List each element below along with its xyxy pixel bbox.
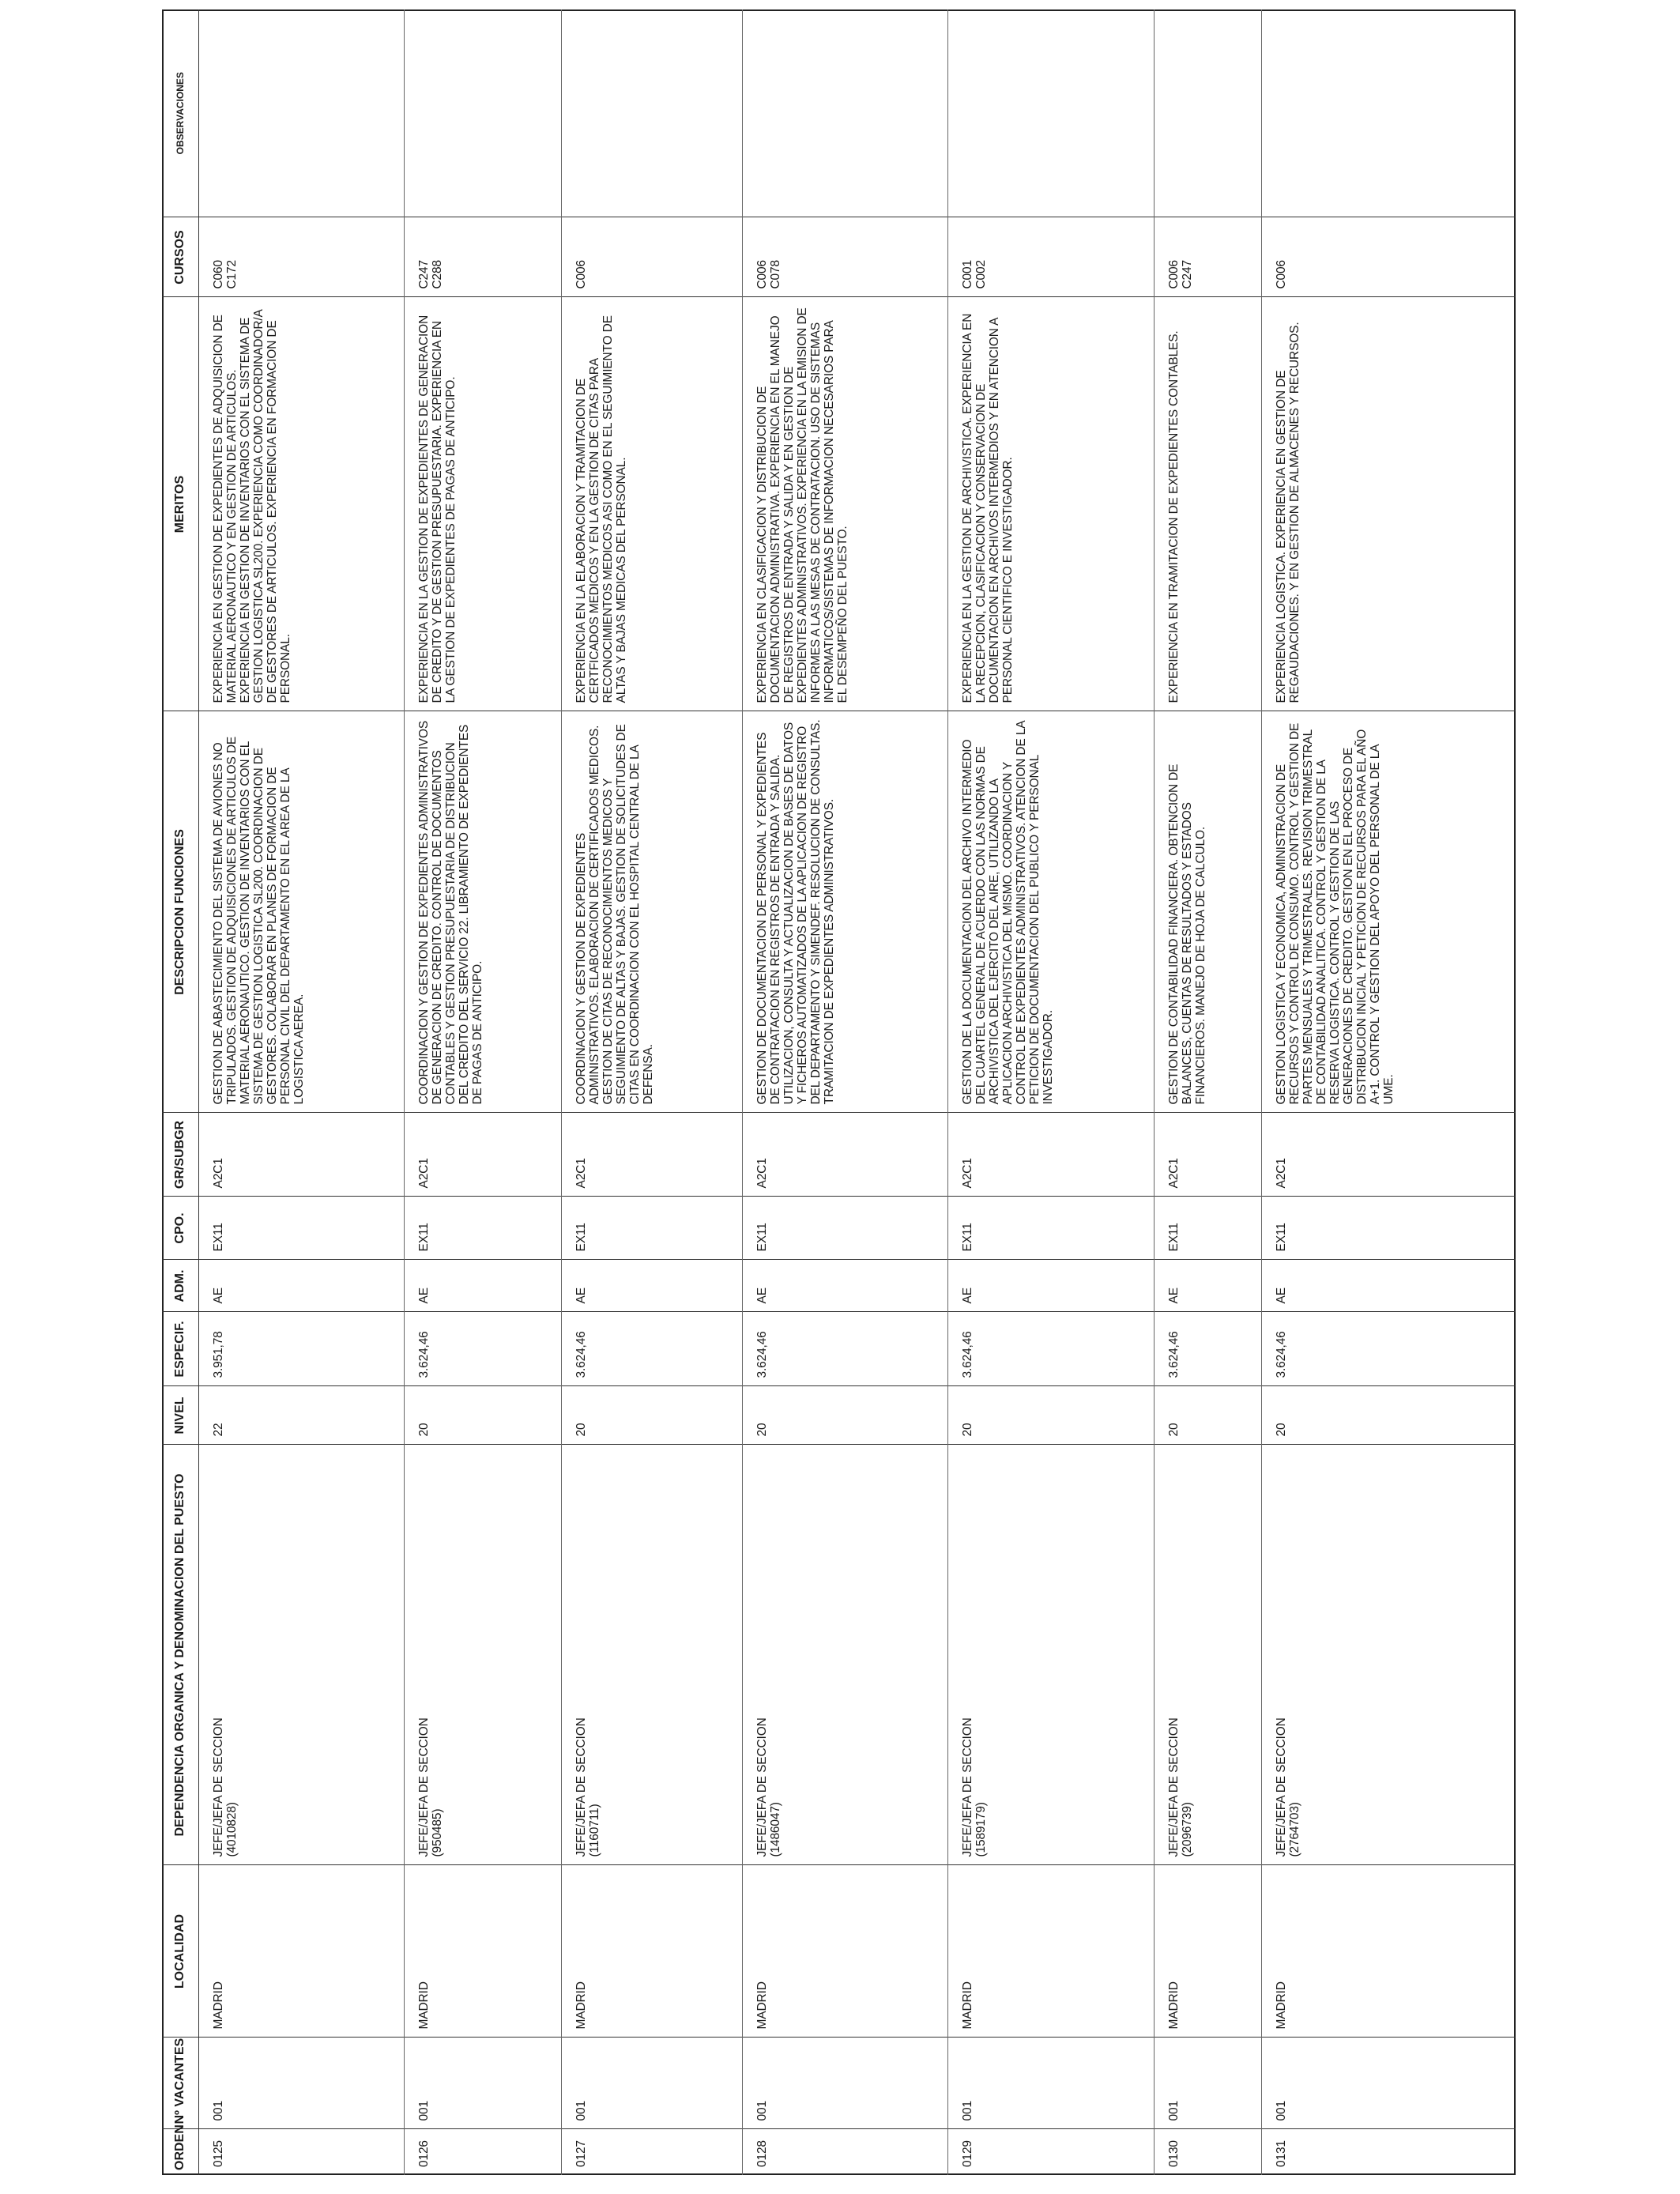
cell-funciones: GESTION LOGISTICA Y ECONOMICA, ADMINISTRACION DE RECURSOS Y CONTROL DE CONSUMO. CONTROL Y GESTION DE PARTES MENSUALES Y TRIMESTRALES. REVISION TRIMESTRAL DE CONTABILIDAD ANALITICA. CONTROL Y GESTION DE LA RESERVA LOGISTICA. CONTROL Y GESTION DE LAS GENERACIONES DE CREDITO. GESTION EN EL PROCESO DE DISTRIBUCION INICIAL Y PETICION DE RECURSOS PARA EL AÑO A+1. CONTROL Y GESTION DEL APOYO DEL PERSONAL DE LA UME. xyxy=(1261,711,1516,1113)
cell-cursos xyxy=(199,217,405,297)
cell-nivel: 20 xyxy=(1261,1386,1516,1445)
cell-funciones: GESTION DE LA DOCUMENTACION DEL ARCHIVO INTERMEDIO DEL CUARTEL GENERAL DE ACUERDO CON LAS NORMAS DE ARCHIVISTICA DEL EJERCITO DEL AIRE, UTILIZANDO LA APLICACION ARCHIVISTICA DEL MISMO. COORDINACION Y CONTROL DE EXPEDIENTES ADMINISTRATIVOS. ATENCION DE LA PETICION DE DOCUMENTACION DEL PUBLICO Y PERSONAL INVESTIGADOR. xyxy=(948,711,1154,1113)
cell-grsubgr: A2C1 xyxy=(1261,1113,1516,1197)
cell-orden: 0127 xyxy=(561,2129,742,2175)
cell-funciones: GESTION DE ABASTECIMIENTO DEL SISTEMA DE AVIONES NO TRIPULADOS. GESTION DE ADQUISICIONES DE ARTICULOS DE MATERIAL AERONAUTICO. GESTION DE INVENTARIOS CON EL SISTEMA DE GESTION LOGISTICA SL200. COORDINACION DE GESTORES. COLABORAR EN PLANES DE FORMACION DE PERSONAL CIVIL DEL DEPARTAMENTO EN EL AREA DE LA LOGISTICA AEREA. xyxy=(199,711,405,1113)
curso-code: C006 xyxy=(755,260,769,289)
cell-orden: 0126 xyxy=(405,2129,561,2175)
cell-grsubgr: A2C1 xyxy=(742,1113,947,1197)
puesto-code: (1589179) xyxy=(974,1802,989,1857)
cell-vacantes: 001 xyxy=(405,2038,561,2129)
rotated-table-wrapper xyxy=(162,9,1516,2175)
cell-observaciones xyxy=(561,9,742,217)
cell-dependencia xyxy=(405,1445,561,1865)
cell-grsubgr: A2C1 xyxy=(405,1113,561,1197)
table-row xyxy=(561,9,742,2175)
puesto-code: (950485) xyxy=(431,1808,445,1857)
cell-especif: 3.951,78 xyxy=(199,1312,405,1386)
puesto-code: (2764703) xyxy=(1287,1802,1301,1857)
cell-especif: 3.624,46 xyxy=(742,1312,947,1386)
puesto-name: JEFE/JEFA DE SECCION xyxy=(1166,1717,1181,1857)
puesto-name: JEFE/JEFA DE SECCION xyxy=(1274,1717,1288,1857)
cell-vacantes: 001 xyxy=(1154,2038,1261,2129)
cell-funciones: GESTION DE DOCUMENTACION DE PERSONAL Y EXPEDIENTES DE CONTRATACION EN REGISTROS DE ENTRADA Y SALIDA. UTILIZACION, CONSULTA Y ACTUALIZACION DE BASES DE DATOS Y FICHEROS AUTOMATIZADOS DE LA APLICACION DE REGISTRO DEL DEPARTAMENTO Y SIMENDEF. RESOLUCION DE CONSULTAS. TRAMITACION DE EXPEDIENTES ADMINISTRATIVOS. xyxy=(742,711,947,1113)
cell-dependencia xyxy=(1261,1445,1516,1865)
cell-orden: 0131 xyxy=(1274,2140,1288,2167)
cell-vacantes: 001 xyxy=(742,2038,947,2129)
puesto-name: JEFE/JEFA DE SECCION xyxy=(417,1717,431,1857)
cell-grsubgr: A2C1 xyxy=(1154,1113,1261,1197)
cell-vacantes: 001 xyxy=(199,2038,405,2129)
cell-orden: 0129 xyxy=(948,2129,1154,2175)
table-row xyxy=(1154,9,1261,2175)
cell-localidad: MADRID xyxy=(742,1865,947,2038)
cell-localidad: MADRID xyxy=(1154,1865,1261,2038)
table-row xyxy=(948,9,1154,2175)
cell-dependencia xyxy=(561,1445,742,1865)
curso-code: C247 xyxy=(1180,260,1194,289)
cell-especif: 3.624,46 xyxy=(1154,1312,1261,1386)
curso-code: C060 xyxy=(212,260,225,289)
header-adm: ADM. xyxy=(162,1260,199,1312)
curso-code: C006 xyxy=(1274,260,1288,289)
cell-cpo: EX11 xyxy=(1261,1197,1516,1260)
cell-cursos xyxy=(742,217,947,297)
header-orden: ORDEN xyxy=(162,2129,199,2175)
curso-code: C006 xyxy=(574,260,588,289)
table-row xyxy=(405,9,561,2175)
cell-grsubgr: A2C1 xyxy=(561,1113,742,1197)
curso-code: C006 xyxy=(1166,260,1181,289)
header-dependencia: DEPENDENCIA ORGANICA Y DENOMINACION DEL PUESTO xyxy=(162,1445,199,1865)
cell-vacantes: 001 xyxy=(1261,2038,1516,2129)
header-grsubgr: GR/SUBGR xyxy=(162,1113,199,1197)
curso-code: C247 xyxy=(417,260,431,289)
cell-vacantes: 001 xyxy=(561,2038,742,2129)
cell-meritos: EXPERIENCIA EN LA GESTION DE ARCHIVISTICA. EXPERIENCIA EN LA RECEPCION, CLASIFICACION Y CONSERVACION DE DOCUMENTACION EN ARCHIVOS INTERMEDIOS Y EN ATENCION A PERSONAL CIENTIFICO E INVESTIGADOR. xyxy=(948,297,1154,711)
cell-cpo: EX11 xyxy=(948,1197,1154,1260)
puesto-name: JEFE/JEFA DE SECCION xyxy=(961,1717,975,1857)
cell-funciones: COORDINACION Y GESTION DE EXPEDIENTES ADMINISTRATIVOS DE GENERACION DE CREDITO. CONTROL DE DOCUMENTOS CONTABLES Y GESTION PRESUPUESTARIA DE DISTRIBUCION DEL CREDITO DEL SERVICIO 22. LIBRAMIENTO DE EXPEDIENTES DE PAGAS DE ANTICIPO. xyxy=(405,711,561,1113)
curso-code: C002 xyxy=(974,260,989,289)
table-row xyxy=(1261,9,1516,2175)
curso-code: C172 xyxy=(225,260,239,289)
cell-funciones: COORDINACION Y GESTION DE EXPEDIENTES ADMINISTRATIVOS. ELABORACION DE CERTIFICADOS MEDICOS. GESTION DE CITAS DE RECONOCIMIENTOS MEDICOS Y SEGUIMIENTO DE ALTAS Y BAJAS. GESTION DE SOLICITUDES DE CITAS EN COORDINACION CON EL HOSPITAL CENTRAL DE LA DEFENSA. xyxy=(561,711,742,1113)
cell-especif: 3.624,46 xyxy=(561,1312,742,1386)
cell-meritos: EXPERIENCIA EN LA GESTION DE EXPEDIENTES DE GENERACION DE CREDITO Y DE GESTION PRESUPUESTARIA. EXPERIENCIA EN LA GESTION DE EXPEDIENTES DE PAGAS DE ANTICIPO. xyxy=(405,297,561,711)
cell-cpo: EX11 xyxy=(199,1197,405,1260)
puesto-name: JEFE/JEFA DE SECCION xyxy=(755,1717,769,1857)
puesto-code: (1160711) xyxy=(587,1804,601,1857)
puesto-code: (4010828) xyxy=(225,1802,239,1857)
cell-vacantes: 001 xyxy=(948,2038,1154,2129)
cell-adm: AE xyxy=(742,1260,947,1312)
puesto-name: JEFE/JEFA DE SECCION xyxy=(212,1717,225,1857)
cell-meritos: EXPERIENCIA EN CLASIFICACION Y DISTRIBUCION DE DOCUMENTACION ADMINISTRATIVA. EXPERIENCIA EN EL MANEJO DE REGISTROS DE ENTRADA Y SALIDA Y EN GESTION DE EXPEDIENTES ADMINISTRATIVOS. EXPERIENCIA EN LA EMISION DE INFORMES A LAS MESAS DE CONTRATACION. USO DE SISTEMAS INFORMATICOS/SISTEMAS DE INFORMACION NECESARIOS PARA EL DESEMPEÑO DEL PUESTO. xyxy=(742,297,947,711)
cell-observaciones xyxy=(742,9,947,217)
cell-cursos xyxy=(1261,217,1516,297)
table-body xyxy=(199,9,1516,2175)
cell-cpo: EX11 xyxy=(742,1197,947,1260)
cell-observaciones xyxy=(405,9,561,217)
cell-grsubgr: A2C1 xyxy=(948,1113,1154,1197)
cell-meritos: EXPERIENCIA EN GESTION DE EXPEDIENTES DE ADQUISICION DE MATERIAL AERONAUTICO Y EN GESTION DE ARTICULOS. EXPERIENCIA EN GESTION DE INVENTARIOS CON EL SISTEMA DE GESTION LOGISTICA SL200. EXPERIENCIA COMO COORDINADOR/A DE GESTORES DE ARTICULOS. EXPERIENCIA EN FORMACION DE PERSONAL. xyxy=(199,297,405,711)
cell-adm: AE xyxy=(948,1260,1154,1312)
cell-especif: 3.624,46 xyxy=(1261,1312,1516,1386)
cell-meritos: EXPERIENCIA EN TRAMITACION DE EXPEDIENTES CONTABLES. xyxy=(1154,297,1261,711)
cell-orden: 0128 xyxy=(742,2129,947,2175)
cell-orden: 0130 xyxy=(1154,2129,1261,2175)
cell-orden: 0125 xyxy=(199,2129,405,2175)
cell-nivel: 20 xyxy=(948,1386,1154,1445)
cell-observaciones xyxy=(1261,9,1516,217)
curso-code: C001 xyxy=(961,260,975,289)
header-observaciones: OBSERVACIONES xyxy=(162,9,199,217)
table-row xyxy=(742,9,947,2175)
cell-adm: AE xyxy=(561,1260,742,1312)
cell-dependencia xyxy=(948,1445,1154,1865)
cell-grsubgr: A2C1 xyxy=(199,1113,405,1197)
cell-adm: AE xyxy=(1154,1260,1261,1312)
cell-cpo: EX11 xyxy=(405,1197,561,1260)
cell-localidad: MADRID xyxy=(1261,1865,1516,2038)
cell-localidad: MADRID xyxy=(199,1865,405,2038)
header-cursos: CURSOS xyxy=(162,217,199,297)
cell-observaciones xyxy=(199,9,405,217)
curso-code: C078 xyxy=(768,260,782,289)
cell-nivel: 20 xyxy=(405,1386,561,1445)
cell-adm: AE xyxy=(1261,1260,1516,1312)
cell-especif: 3.624,46 xyxy=(948,1312,1154,1386)
cell-observaciones xyxy=(948,9,1154,217)
cell-especif: 3.624,46 xyxy=(405,1312,561,1386)
header-cpo: CPO. xyxy=(162,1197,199,1260)
cell-cursos xyxy=(561,217,742,297)
cell-cpo: EX11 xyxy=(561,1197,742,1260)
curso-code: C288 xyxy=(431,260,445,289)
cell-nivel: 22 xyxy=(199,1386,405,1445)
cell-meritos: EXPERIENCIA EN LA ELABORACION Y TRAMITACION DE CERTFICADOS MEDICOS Y EN LA GESTION DE CITAS PARA RECONOCIMIENTOS MEDICOS ASI COMO EN EL SEGUIMIENTO DE ALTAS Y BAJAS MEDICAS DEL PERSONAL. xyxy=(561,297,742,711)
cell-cursos xyxy=(405,217,561,297)
cell-adm: AE xyxy=(199,1260,405,1312)
vacancies-table xyxy=(162,9,1516,2175)
cell-cursos xyxy=(1154,217,1261,297)
cell-dependencia xyxy=(742,1445,947,1865)
puesto-code: (2096739) xyxy=(1180,1802,1194,1857)
cell-localidad: MADRID xyxy=(561,1865,742,2038)
cell-cpo: EX11 xyxy=(1154,1197,1261,1260)
header-funciones: DESCRIPCION FUNCIONES xyxy=(162,711,199,1113)
cell-localidad: MADRID xyxy=(948,1865,1154,2038)
header-especif: ESPECIF. xyxy=(162,1312,199,1386)
cell-nivel: 20 xyxy=(561,1386,742,1445)
cell-observaciones xyxy=(1154,9,1261,217)
cell-localidad: MADRID xyxy=(405,1865,561,2038)
header-meritos: MERITOS xyxy=(162,297,199,711)
table-header xyxy=(162,9,199,2175)
header-nivel: NIVEL xyxy=(162,1386,199,1445)
puesto-code: (1486047) xyxy=(768,1802,782,1857)
cell-meritos: EXPERIENCIA LOGISTICA. EXPERIENCIA EN GESTION DE REGAUDACIONES. Y EN GESTION DE ALMACENES Y RECURSOS. xyxy=(1261,297,1516,711)
table-row xyxy=(199,9,405,2175)
cell-funciones: GESTION DE CONTABILIDAD FINANCIERA. OBTENCION DE BALANCES, CUENTAS DE RESULTADOS Y ESTADOS FINANCIEROS. MANEJO DE HOJA DE CALCULO. xyxy=(1154,711,1261,1113)
cell-dependencia xyxy=(199,1445,405,1865)
header-localidad: LOCALIDAD xyxy=(162,1865,199,2038)
cell-nivel: 20 xyxy=(1154,1386,1261,1445)
cell-cursos xyxy=(948,217,1154,297)
puesto-name: JEFE/JEFA DE SECCION xyxy=(574,1717,588,1857)
cell-nivel: 20 xyxy=(742,1386,947,1445)
header-vacantes: Nº VACANTES xyxy=(162,2038,199,2129)
cell-dependencia xyxy=(1154,1445,1261,1865)
cell-adm: AE xyxy=(405,1260,561,1312)
